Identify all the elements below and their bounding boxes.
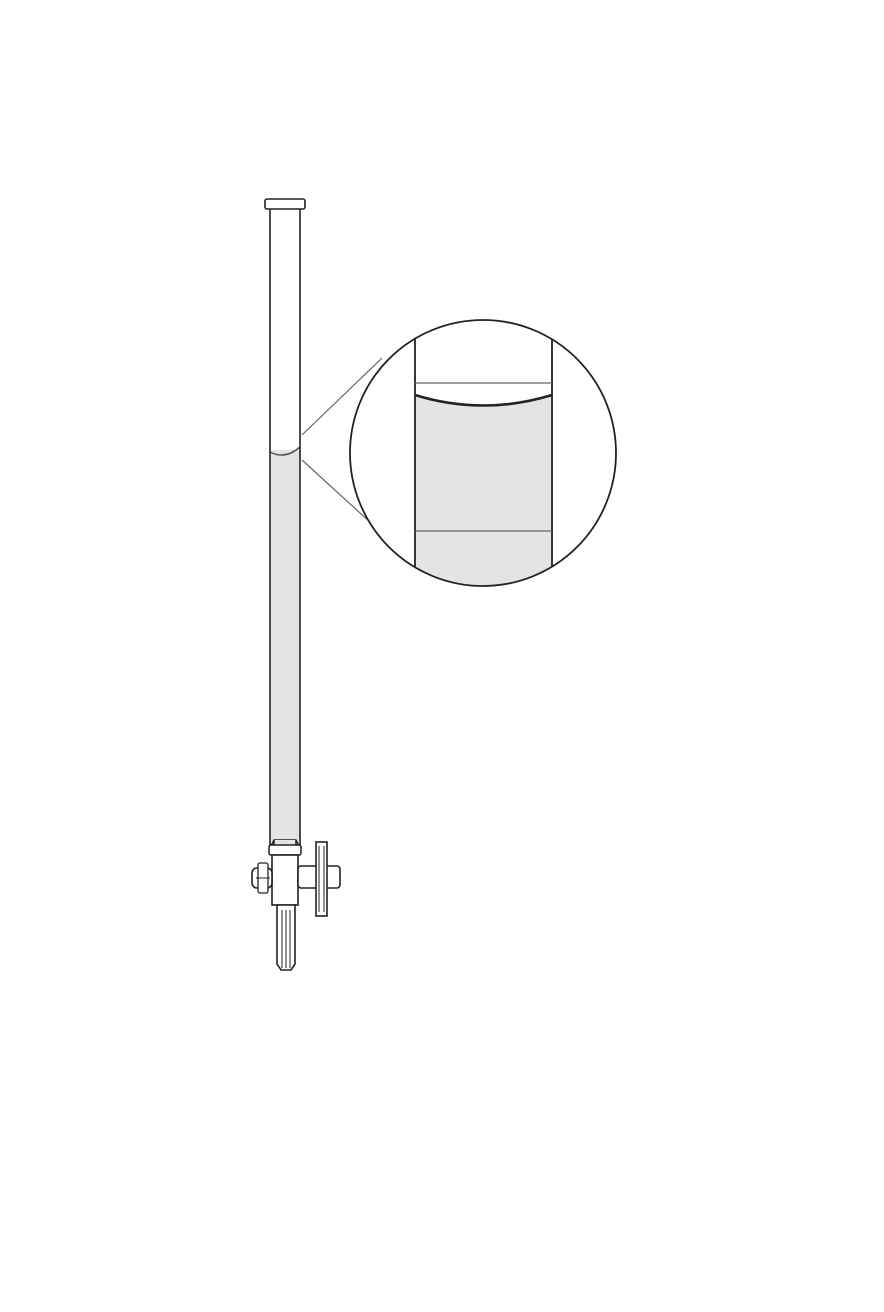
buret-tip <box>277 905 295 970</box>
magnified-view <box>350 310 616 610</box>
buret <box>265 199 305 862</box>
buret-liquid <box>270 450 300 848</box>
stopcock <box>252 842 340 916</box>
buret-figure <box>0 190 884 990</box>
